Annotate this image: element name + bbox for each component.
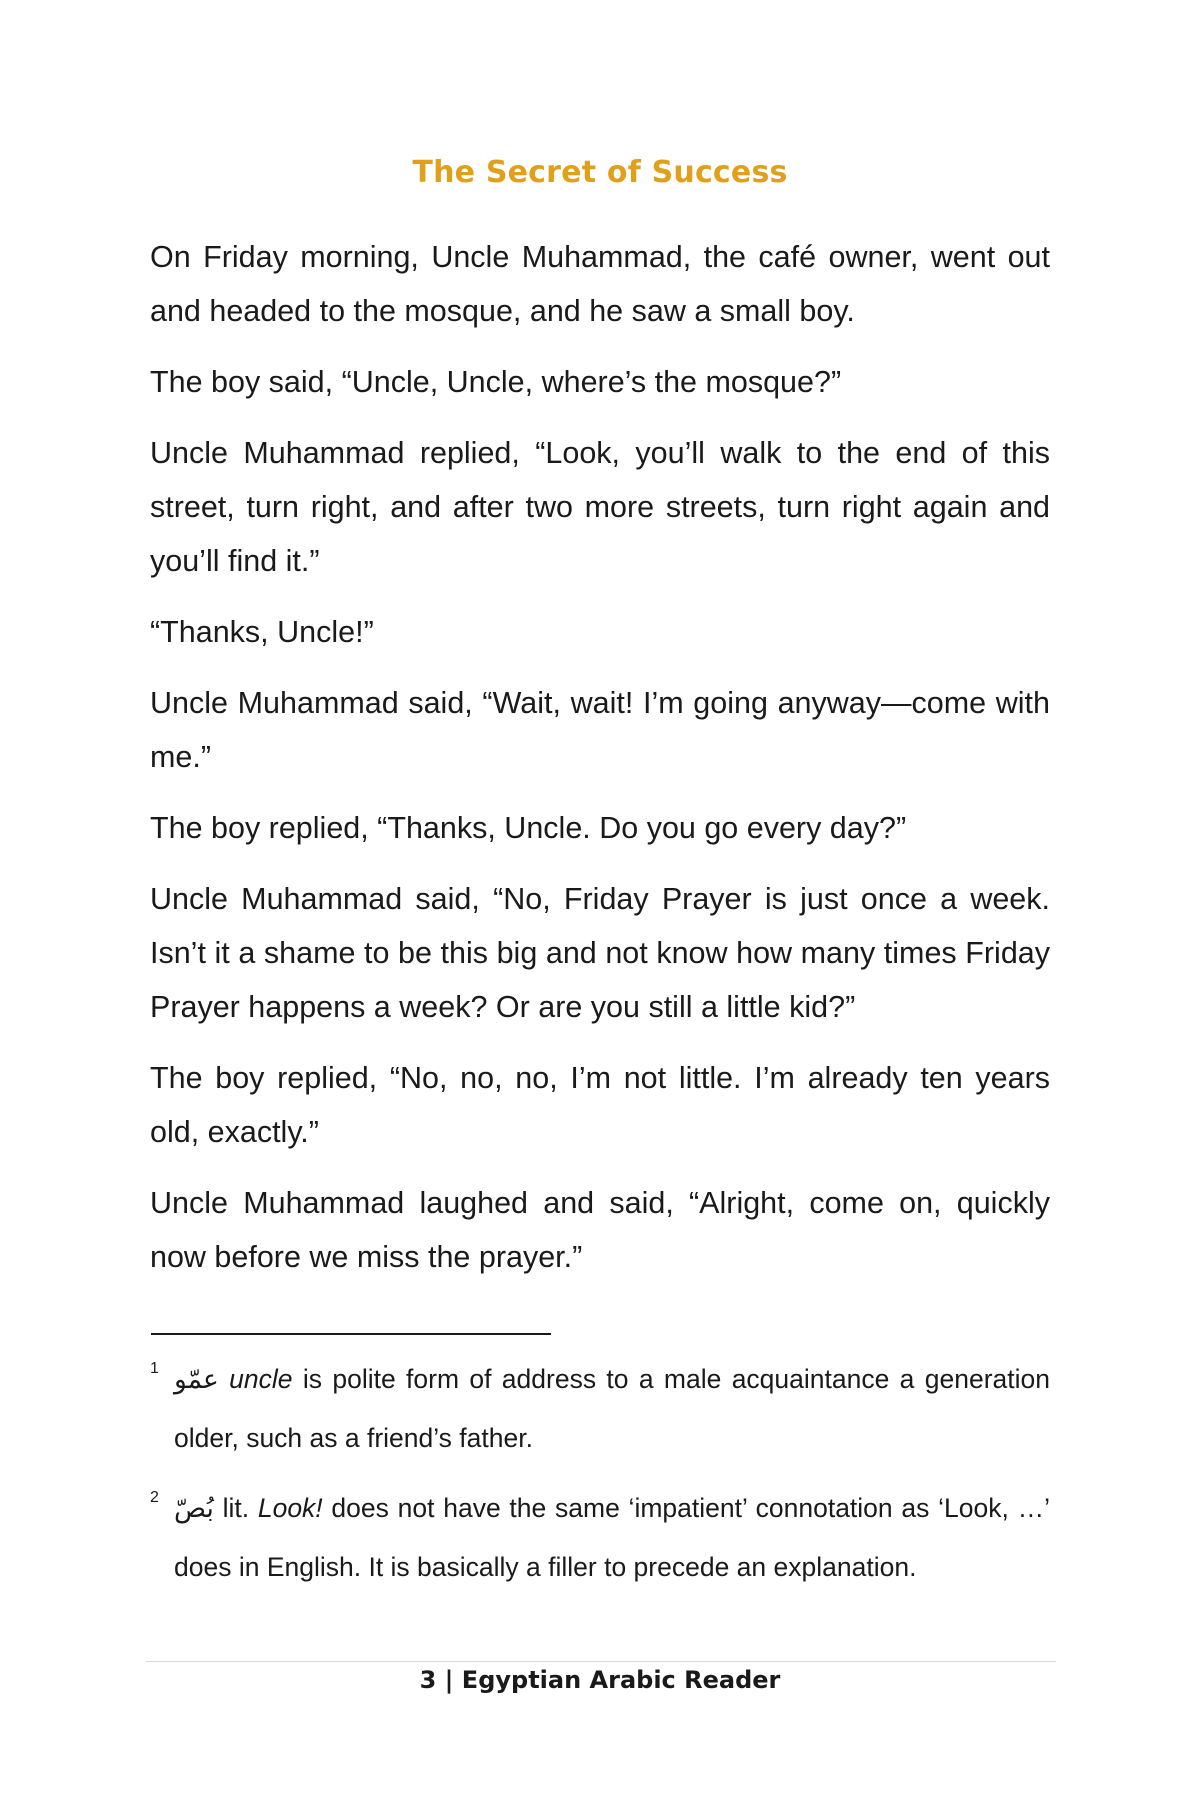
paragraph-7: Uncle Muhammad said, “No, Friday Prayer is just once a week. Isn’t it a shame to be this big and not know how many times Friday Prayer happens a week? Or are you still a little kid?”: [150, 882, 1050, 1024]
footer-separator: |: [444, 1666, 454, 1694]
footnote-text: is polite form of address to a male acquaintance a generation older, such as a friend’s father.: [174, 1364, 1050, 1453]
footnote-number: 2: [150, 1489, 159, 1506]
paragraph-9: Uncle Muhammad laughed and said, “Alright, come on, quickly now before we miss the prayer.”: [150, 1186, 1050, 1274]
footnote-term: Look!: [257, 1493, 323, 1523]
paragraph-3: Uncle Muhammad replied, “Look, you’ll walk to the end of this street, turn right, and after two more streets, turn right again and you’ll find it.”: [150, 436, 1050, 578]
page-footer: [0, 1666, 1200, 1694]
footer-divider: [146, 1661, 1056, 1662]
story-title: The Secret of Success: [412, 155, 788, 190]
footnote-number: 1: [150, 1360, 159, 1377]
arabic-term: بُصّ: [174, 1493, 214, 1524]
paragraph-2: The boy said, “Uncle, Uncle, where’s the mosque?”: [150, 365, 842, 399]
story-body: [150, 230, 1050, 1301]
footnote-1: [150, 1350, 1050, 1467]
paragraph-5: Uncle Muhammad said, “Wait, wait! I’m going anyway—come with me.”: [150, 686, 1050, 774]
paragraph-6: The boy replied, “Thanks, Uncle. Do you go every day?”: [150, 811, 907, 845]
footnote-divider: [151, 1333, 551, 1335]
book-title: Egyptian Arabic Reader: [461, 1666, 781, 1694]
footnote-term: uncle: [229, 1364, 293, 1394]
footnote-text: does not have the same ‘impatient’ connotation as ‘Look, …’ does in English. It is basically a filler to precede an explanation.: [174, 1493, 1050, 1582]
paragraph-4: “Thanks, Uncle!”: [150, 615, 374, 649]
footnote-2: [150, 1479, 1050, 1596]
paragraph-1: On Friday morning, Uncle Muhammad, the café owner, went out and headed to the mosque, and he saw a small boy.: [150, 240, 1050, 328]
arabic-term: عمّو: [174, 1364, 219, 1395]
page-number: 3: [419, 1666, 437, 1694]
footnotes: [150, 1350, 1050, 1608]
footnote-lead: lit.: [222, 1493, 258, 1523]
paragraph-8: The boy replied, “No, no, no, I’m not little. I’m already ten years old, exactly.”: [150, 1061, 1050, 1149]
